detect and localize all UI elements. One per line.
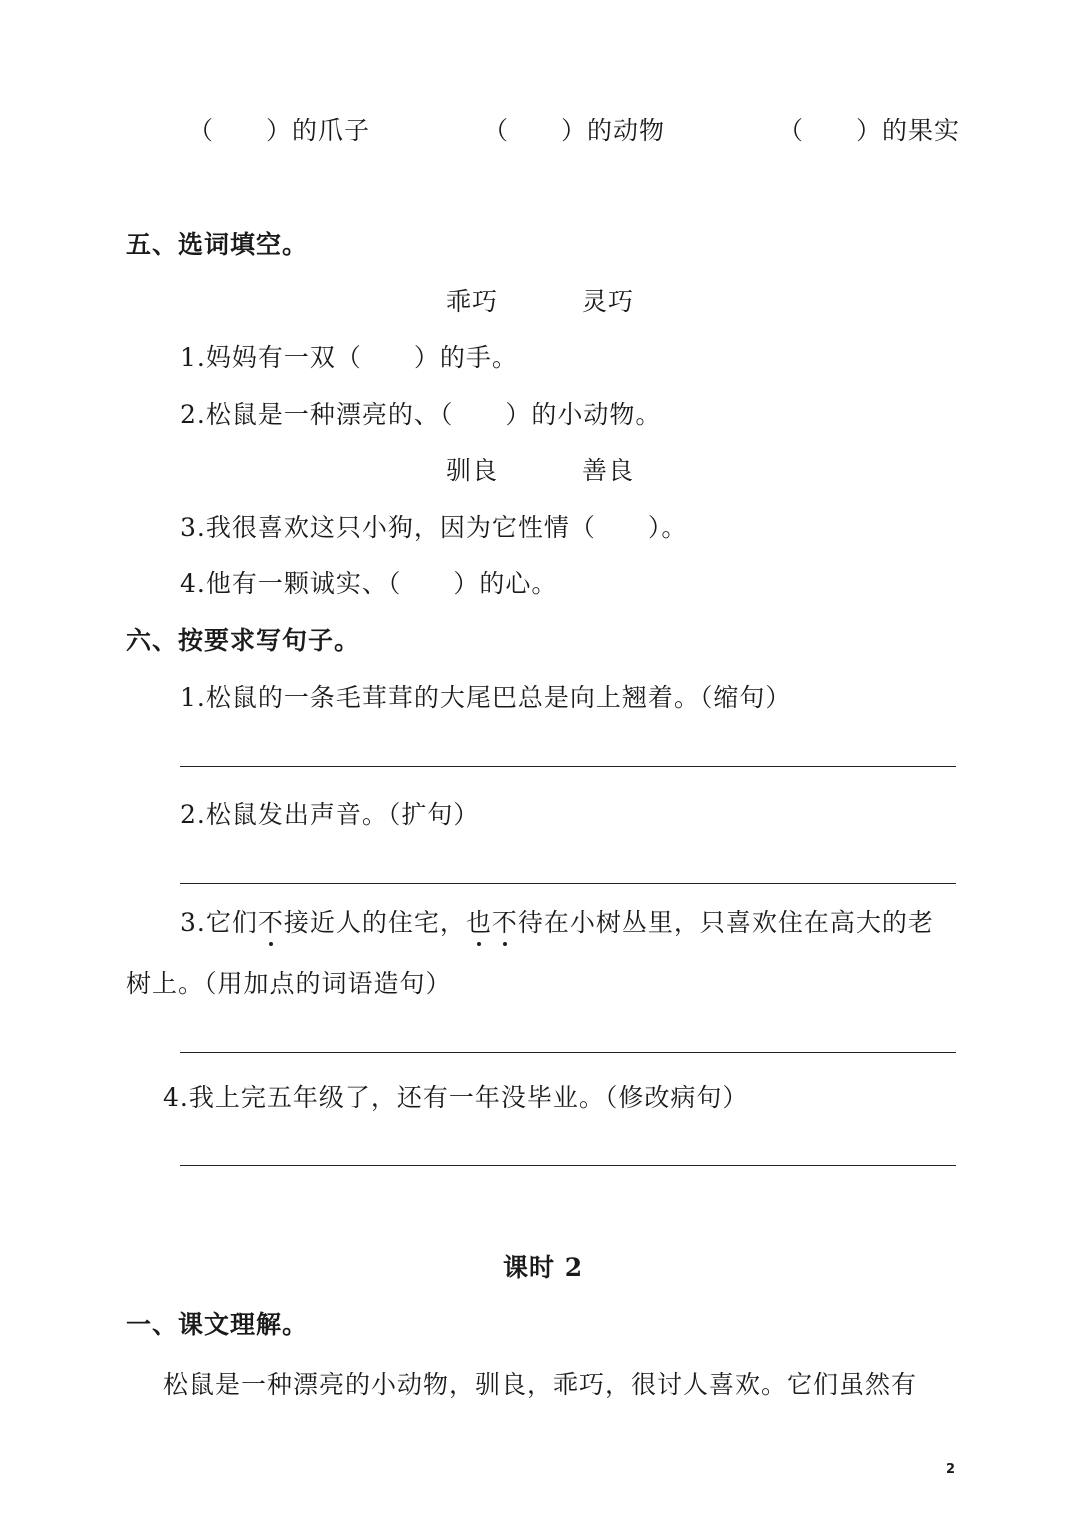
section6-title: 六、按要求写句子。 xyxy=(126,626,361,655)
lesson2-title: 课时 2 xyxy=(503,1253,584,1282)
dotted-char-bu: 不 xyxy=(258,906,284,940)
section6-question-3 xyxy=(180,906,934,940)
section6-question-3-line2: 树上。（用加点的词语造句） xyxy=(126,969,452,998)
fill-item-fruit: （ ）的果实 xyxy=(778,116,961,145)
page-number: 2 xyxy=(946,1462,956,1477)
dotted-char-ye: 也 xyxy=(466,906,492,940)
section5-question-1: 1.妈妈有一双（ ）的手。 xyxy=(180,343,518,372)
section5-question-4: 4.他有一颗诚实、（ ）的心。 xyxy=(180,569,558,598)
dotted-char-bu-2: 不 xyxy=(492,906,518,940)
word-option-guaiqiao: 乖巧 xyxy=(446,287,499,316)
q3-prefix: 3.它们 xyxy=(180,908,258,937)
word-option-xunliang: 驯良 xyxy=(446,456,499,485)
lesson2-paragraph: 松鼠是一种漂亮的小动物，驯良，乖巧，很讨人喜欢。它们虽然有 xyxy=(163,1370,918,1399)
answer-line-4[interactable] xyxy=(180,1165,956,1166)
word-option-shanliang: 善良 xyxy=(582,456,635,485)
lesson2-section1-title: 一、课文理解。 xyxy=(126,1310,309,1339)
section6-question-2: 2.松鼠发出声音。（扩句） xyxy=(180,800,480,829)
q3-suffix: 待在小树丛里，只喜欢住在高大的老 xyxy=(517,908,934,937)
section6-question-1: 1.松鼠的一条毛茸茸的大尾巴总是向上翘着。（缩句） xyxy=(180,683,792,712)
fill-item-claws: （ ）的爪子 xyxy=(188,116,371,145)
fill-item-animal: （ ）的动物 xyxy=(483,116,666,145)
word-option-lingqiao: 灵巧 xyxy=(582,287,635,316)
section6-question-4: 4.我上完五年级了，还有一年没毕业。（修改病句） xyxy=(163,1083,749,1112)
section5-question-2: 2.松鼠是一种漂亮的、（ ）的小动物。 xyxy=(180,400,662,429)
q3-middle: 接近人的住宅， xyxy=(283,908,466,937)
answer-line-2[interactable] xyxy=(180,883,956,884)
answer-line-3[interactable] xyxy=(180,1052,956,1053)
section5-question-3: 3.我很喜欢这只小狗，因为它性情（ ）。 xyxy=(180,513,688,542)
answer-line-1[interactable] xyxy=(180,766,956,767)
section5-title: 五、选词填空。 xyxy=(126,230,309,259)
